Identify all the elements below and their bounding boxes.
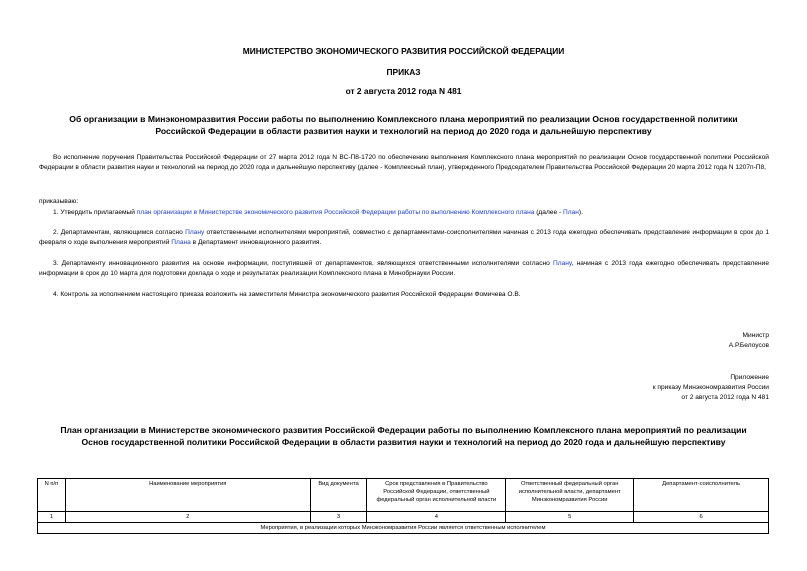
table-section-row bbox=[38, 523, 769, 534]
item-2-text-start: 2. Департаментам, являющимся согласно bbox=[53, 229, 186, 236]
item-2 bbox=[39, 228, 769, 248]
table-header-cell: Наименование мероприятия bbox=[65, 479, 310, 512]
plan-link-3[interactable]: Плана bbox=[171, 239, 191, 246]
signature-name: А.Р.Белоусов bbox=[728, 342, 769, 349]
item-2-text-mid: ответственными исполнителями мероприятий, совместно с департаментами-соисполнителями начиная с 2013 года ежегодно обеспечивать представление информации в срок до 1 февраля о ходе выполнения мероприятий bbox=[39, 229, 770, 246]
item-1 bbox=[39, 208, 769, 218]
plan-title-line1: План организации в Министерстве экономического развития Российской Федерации работы по выполнению Комплексного плана мероприятий по реализации bbox=[60, 425, 747, 435]
plan-title bbox=[60, 424, 747, 448]
signature-block bbox=[729, 331, 769, 351]
plan-link[interactable]: план организации в Министерстве экономического развития Российской Федерации работы по выполнению Комплексного плана bbox=[136, 209, 535, 216]
order-title bbox=[60, 113, 747, 137]
plan-link-4[interactable]: Плану bbox=[553, 260, 572, 267]
table-header-cell: Срок представления в Правительство Российской Федерации, ответственный федеральный орган исполнительной власти bbox=[367, 479, 506, 512]
table-header-cell: Вид документа bbox=[310, 479, 367, 512]
table-section-cell: Мероприятия, в реализации которых Минэкономразвития России является ответственным исполнителем bbox=[38, 523, 769, 534]
item-3 bbox=[39, 259, 769, 279]
table-header-cell: Департамент-соисполнитель bbox=[634, 479, 769, 512]
signature-position: Министр bbox=[742, 332, 769, 339]
ministry-heading: МИНИСТЕРСТВО ЭКОНОМИЧЕСКОГО РАЗВИТИЯ РОССИЙСКОЙ ФЕДЕРАЦИИ bbox=[242, 46, 565, 56]
table-number-row bbox=[38, 512, 769, 523]
table-number-cell: 1 bbox=[38, 512, 66, 523]
table-header-cell: Ответственный федеральный орган исполнительной власти, департамент Минэкономразвития России bbox=[506, 479, 634, 512]
order-type: ПРИКАЗ bbox=[386, 67, 421, 77]
table-number-cell: 2 bbox=[65, 512, 310, 523]
order-title-line2: Российской Федерации в области развития науки и технологий на период до 2020 года и дальнейшую перспективу bbox=[155, 126, 652, 136]
plan-link-2[interactable]: Плану bbox=[185, 229, 205, 236]
table-number-cell: 3 bbox=[310, 512, 367, 523]
item-1-text-end: ). bbox=[578, 209, 583, 216]
appendix-label: Приложение bbox=[730, 374, 769, 381]
table-header-cell: N п/п bbox=[38, 479, 66, 512]
appendix-ref-1: к приказу Минэкономразвития России bbox=[652, 384, 769, 391]
table-number-cell: 6 bbox=[634, 512, 769, 523]
item-1-text-start: 1. Утвердить прилагаемый bbox=[53, 209, 137, 216]
table-number-cell: 5 bbox=[506, 512, 634, 523]
preamble: Во исполнение поручения Правительства Российской Федерации от 27 марта 2012 года N ВС-П8-1720 по обеспечению выполнения Комплексного плана мероприятий по реализации Основ государственной политики Российской Федерации в области развития науки и технологий на период до 2020 года и дальнейшую перспективу (далее - Комплексный план), утвержденного Председателем Правительства Российской Федерации 20 марта 2012 года N 1207п-П8, bbox=[39, 154, 769, 171]
appendix-block bbox=[653, 373, 769, 403]
item-3-text-end: , начиная с 2013 года ежегодно обеспечивать представление информации в срок до 10 марта для подготовки доклада о ходе и результатах реализации Комплексного плана в Минобрнауки России. bbox=[39, 260, 769, 277]
plan-short-link[interactable]: План bbox=[563, 209, 579, 216]
table-number-cell: 4 bbox=[367, 512, 506, 523]
plan-title-line2: Основ государственной политики Российской Федерации в области развития науки и технологий на период до 2020 года и дальнейшую перспективу bbox=[81, 437, 726, 447]
order-date-number: от 2 августа 2012 года N 481 bbox=[345, 86, 462, 96]
order-title-line1: Об организации в Минэкономразвития России работы по выполнению Комплексного плана мероприятий по реализации Основ государственной политики bbox=[69, 114, 738, 124]
appendix-ref-2: от 2 августа 2012 года N 481 bbox=[681, 394, 769, 401]
item-2-text-end: в Департамент инновационного развития. bbox=[190, 239, 322, 246]
item-4: 4. Контроль за исполнением настоящего приказа возложить на заместителя Министра экономического развития Российской Федерации Фомичева О.В. bbox=[53, 291, 521, 298]
order-word: приказываю: bbox=[39, 198, 79, 205]
item-3-text-start: 3. Департаменту инновационного развития на основе информации, поступившей от департаментов, являющихся ответственными исполнителями согласно bbox=[53, 260, 554, 267]
item-1-text-mid: (далее - bbox=[534, 209, 563, 216]
plan-table bbox=[37, 478, 769, 534]
table-header-row bbox=[38, 479, 769, 512]
